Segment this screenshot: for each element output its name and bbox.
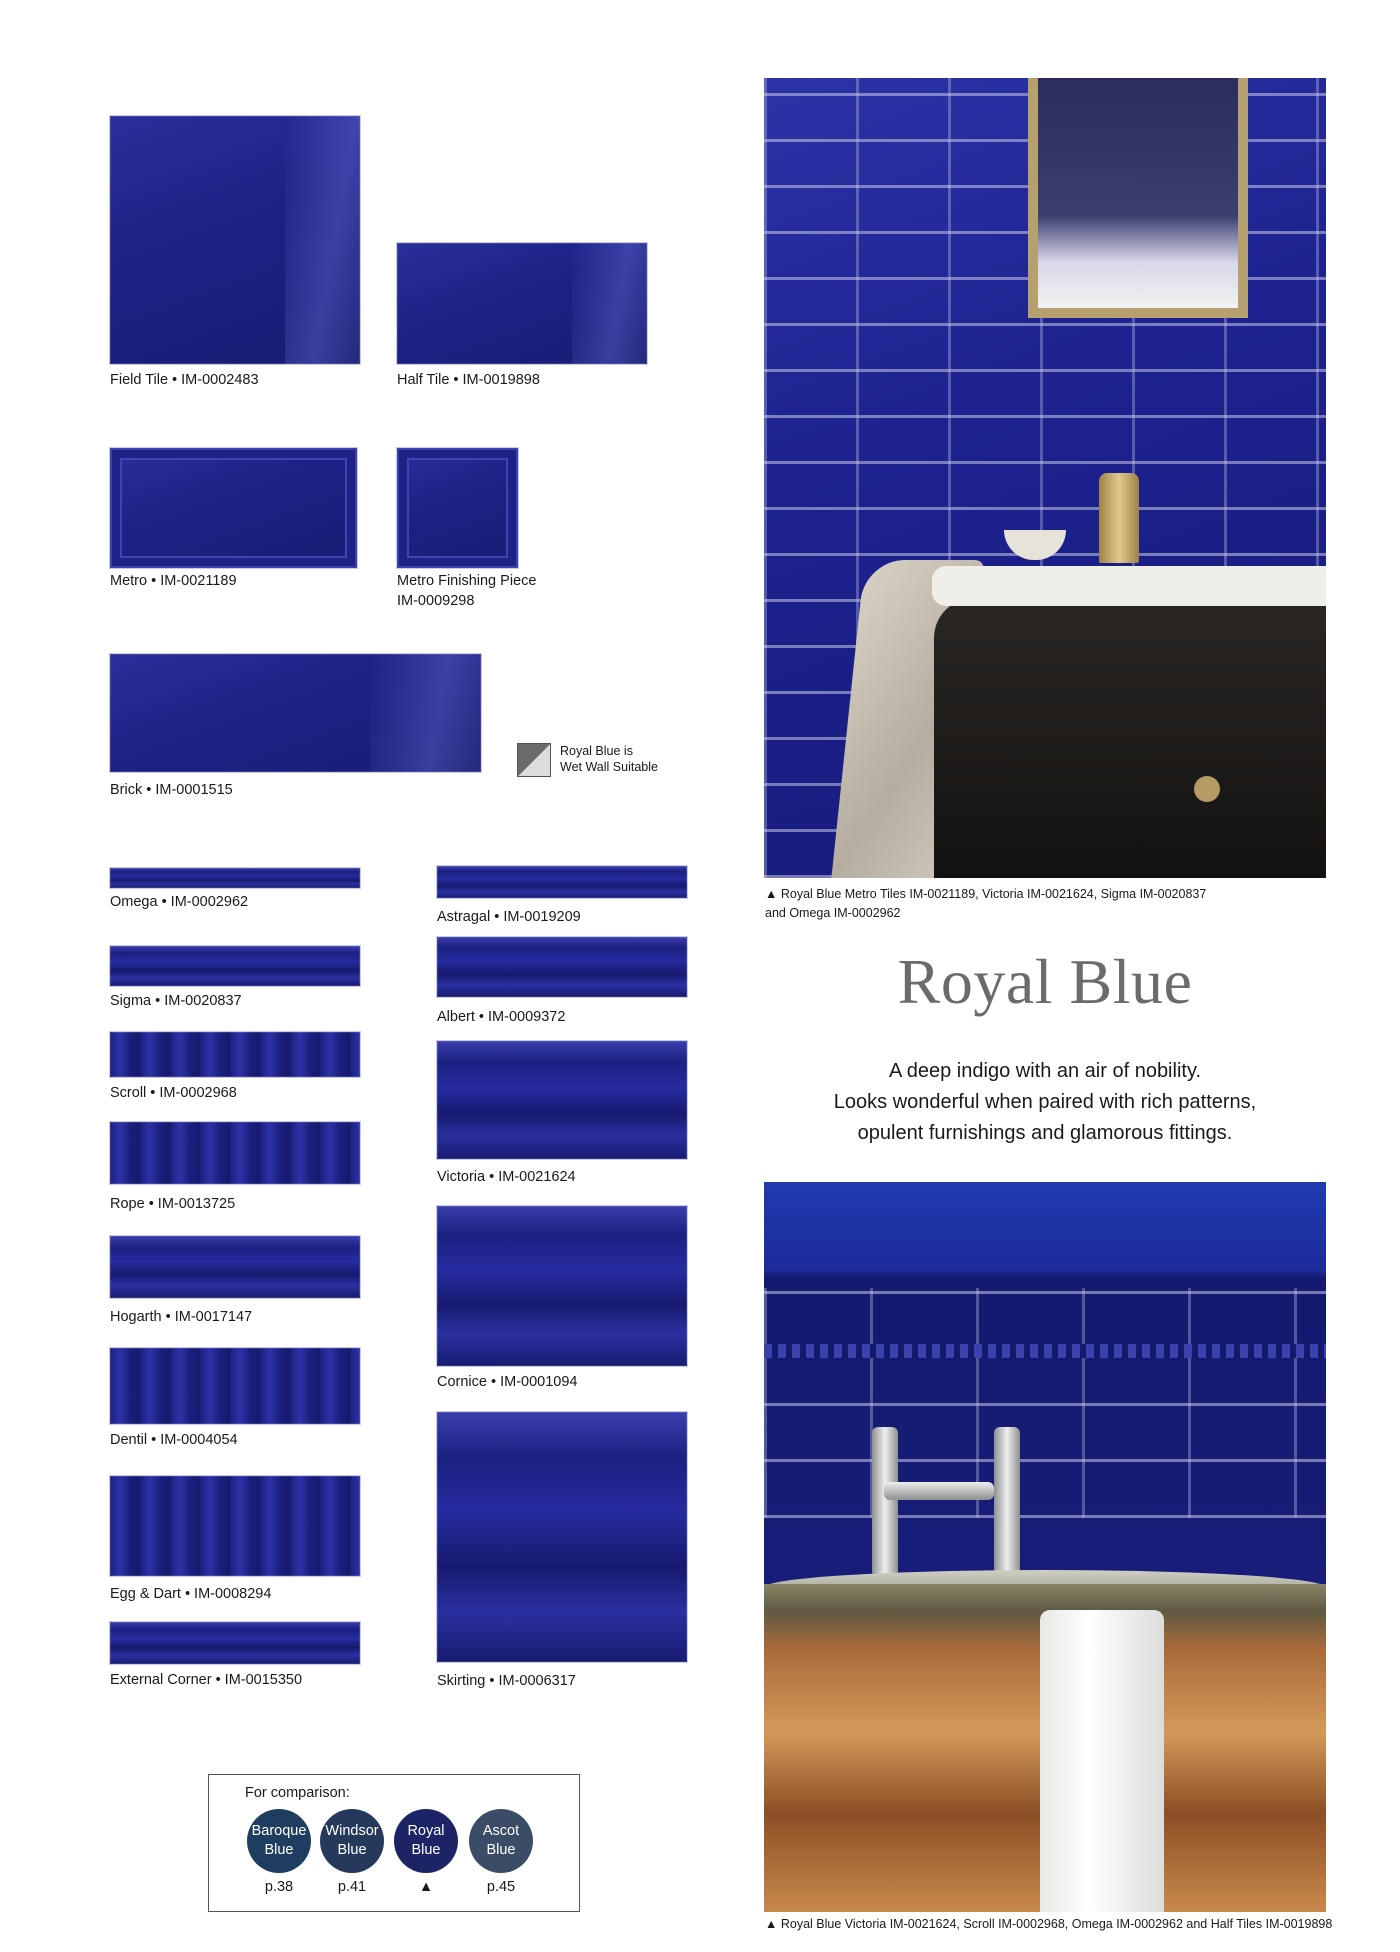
- cornice-caption: Cornice • IM-0001094: [437, 1374, 578, 1390]
- skirting-caption: Skirting • IM-0006317: [437, 1673, 576, 1689]
- white-towel: [1040, 1610, 1164, 1912]
- metro-tile-caption: Metro • IM-0021189: [110, 573, 237, 589]
- egg-dart-caption: Egg & Dart • IM-0008294: [110, 1586, 272, 1602]
- description-line-3: opulent furnishings and glamorous fittings.: [857, 1122, 1233, 1144]
- cornice-swatch: [437, 1206, 687, 1366]
- wet-wall-text-1: Royal Blue is: [560, 744, 633, 758]
- comparison-name: Ascot: [482, 1823, 520, 1839]
- sigma-caption: Sigma • IM-0020837: [110, 993, 242, 1009]
- vanity-cabinet: [934, 598, 1326, 878]
- comparison-page: p.45: [486, 1879, 516, 1895]
- rope-swatch: [110, 1122, 360, 1184]
- external-corner-swatch: [110, 1622, 360, 1664]
- albert-swatch: [437, 937, 687, 997]
- page-title: Royal Blue: [897, 946, 1193, 1017]
- comparison-box: [208, 1774, 580, 1912]
- comparison-royal-blue: [394, 1809, 458, 1873]
- comparison-name: Windsor: [325, 1823, 379, 1839]
- victoria-caption: Victoria • IM-0021624: [437, 1169, 576, 1185]
- comparison-page: p.38: [264, 1879, 294, 1895]
- description-line-2: Looks wonderful when paired with rich patterns,: [833, 1091, 1257, 1113]
- chrome-tap-right: [994, 1427, 1020, 1577]
- brick-tile-caption: Brick • IM-0001515: [110, 782, 233, 798]
- hogarth-caption: Hogarth • IM-0017147: [110, 1309, 253, 1325]
- metro-finishing-caption-2: IM-0009298: [397, 593, 475, 609]
- basin: [932, 566, 1326, 606]
- hogarth-swatch: [110, 1236, 360, 1298]
- bottom-photo-caption: ▲ Royal Blue Victoria IM-0021624, Scroll IM-0002968, Omega IM-0002962 and Half Tiles IM-0019898: [765, 1917, 1333, 1931]
- albert-caption: Albert • IM-0009372: [437, 1009, 566, 1025]
- half-tile-swatch: [397, 243, 647, 364]
- scroll-swatch: [110, 1032, 360, 1077]
- description-line-1: A deep indigo with an air of nobility.: [888, 1060, 1202, 1082]
- half-tile-caption: Half Tile • IM-0019898: [397, 372, 540, 388]
- comparison-name: Blue: [264, 1842, 294, 1858]
- chrome-tap-left: [872, 1427, 898, 1577]
- comparison-ascot-blue: [469, 1809, 533, 1873]
- wet-wall-text-2: Wet Wall Suitable: [560, 760, 658, 774]
- comparison-name: Blue: [337, 1842, 367, 1858]
- bowl: [1004, 530, 1066, 560]
- bath-photo: [764, 1182, 1326, 1912]
- metro-finishing-swatch: [397, 448, 518, 568]
- dentil-swatch: [110, 1348, 360, 1424]
- wall-tiles: [764, 1288, 1326, 1518]
- top-photo-caption-1: ▲ Royal Blue Metro Tiles IM-0021189, Victoria IM-0021624, Sigma IM-0020837: [765, 887, 1207, 901]
- omega-caption: Omega • IM-0002962: [110, 894, 249, 910]
- dentil-caption: Dentil • IM-0004054: [110, 1432, 238, 1448]
- field-tile-swatch: [110, 116, 360, 364]
- rope-caption: Rope • IM-0013725: [110, 1196, 236, 1212]
- comparison-name: Blue: [486, 1842, 516, 1858]
- current-marker-icon: ▲: [418, 1879, 434, 1895]
- comparison-name: Blue: [411, 1842, 441, 1858]
- scroll-band: [764, 1344, 1326, 1358]
- comparison-baroque-blue: [247, 1809, 311, 1873]
- victoria-swatch: [437, 1041, 687, 1159]
- scroll-caption: Scroll • IM-0002968: [110, 1085, 237, 1101]
- comparison-name: Royal: [407, 1823, 445, 1839]
- egg-dart-swatch: [110, 1476, 360, 1576]
- comparison-page: p.41: [337, 1879, 367, 1895]
- metro-tile-swatch: [110, 448, 357, 568]
- wet-wall-icon: [517, 743, 551, 777]
- omega-swatch: [110, 868, 360, 888]
- external-corner-caption: External Corner • IM-0015350: [110, 1672, 303, 1688]
- description: [765, 1056, 1325, 1149]
- comparison-name: Baroque: [251, 1823, 307, 1839]
- comparison-windsor-blue: [320, 1809, 384, 1873]
- comparison-label: For comparison:: [245, 1785, 350, 1801]
- chrome-tap-bridge: [884, 1482, 994, 1500]
- bathroom-vanity-photo: [764, 78, 1326, 878]
- sigma-swatch: [110, 946, 360, 986]
- mirror: [1028, 78, 1248, 318]
- brick-tile-swatch: [110, 654, 481, 772]
- astragal-caption: Astragal • IM-0019209: [437, 909, 581, 925]
- top-photo-caption-2: and Omega IM-0002962: [765, 906, 901, 920]
- metro-finishing-caption-1: Metro Finishing Piece: [397, 573, 537, 589]
- brass-tap: [1099, 473, 1139, 563]
- astragal-swatch: [437, 866, 687, 898]
- skirting-swatch: [437, 1412, 687, 1662]
- field-tile-caption: Field Tile • IM-0002483: [110, 372, 259, 388]
- cabinet-knob: [1194, 776, 1220, 802]
